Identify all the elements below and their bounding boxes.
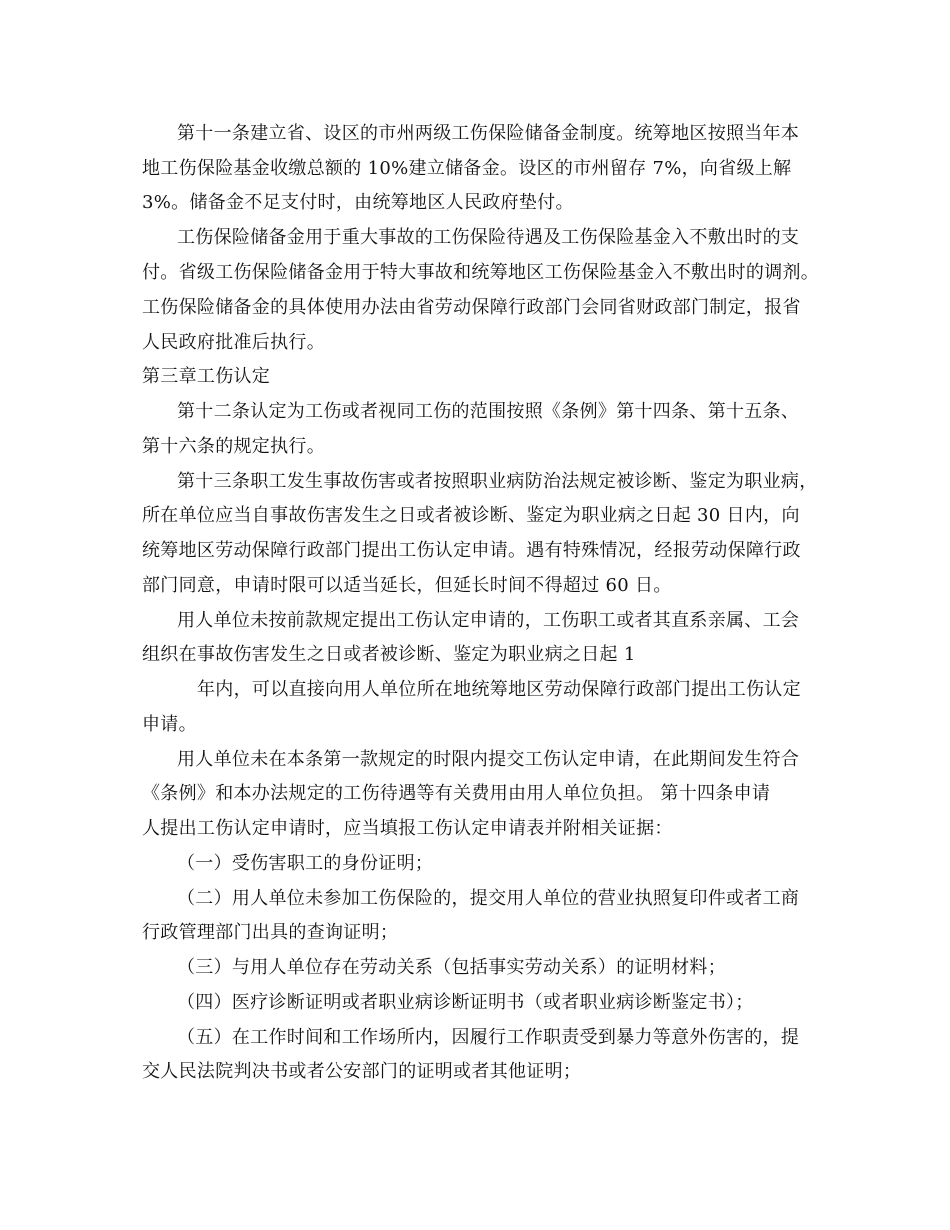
text-line: 组织在事故伤害发生之日或者被诊断、鉴定为职业病之日起 1 [142,644,636,665]
list-item: （二）用人单位未参加工伤保险的，提交用人单位的营业执照复印件或者工商 [177,888,800,909]
text-line: 付。省级工伤保险储备金用于特大事故和统筹地区工伤保险基金入不敷出时的调剂。 [142,262,820,283]
text-line: 第十二条认定为工伤或者视同工伤的范围按照《条例》第十四条、第十五条、 [177,401,800,422]
text-line: 申请。 [142,714,197,735]
text-line: 统筹地区劳动保障行政部门提出工伤认定申请。遇有特殊情况，经报劳动保障行政 [142,540,801,561]
text-line: 用人单位未按前款规定提出工伤认定申请的，工伤职工或者其直系亲属、工会 [177,610,800,631]
text-line: 工伤保险储备金用于重大事故的工伤保险待遇及工伤保险基金入不敷出时的支 [177,227,800,248]
text-line: 用人单位未在本条第一款规定的时限内提交工伤认定申请，在此期间发生符合 [177,749,800,770]
list-item: （三）与用人单位存在劳动关系（包括事实劳动关系）的证明材料； [177,957,726,978]
text-line: 地工伤保险基金收缴总额的 10%建立储备金。设区的市州留存 7%，向省级上解 [142,158,792,179]
list-item: （五）在工作时间和工作场所内，因履行工作职责受到暴力等意外伤害的，提 [177,1027,800,1048]
text-line: 第十六条的规定执行。 [142,436,325,457]
text-line: 年内，可以直接向用人单位所在地统筹地区劳动保障行政部门提出工伤认定 [197,679,801,700]
text-line: 部门同意，申请时限可以适当延长，但延长时间不得超过 60 日。 [142,575,672,596]
text-line: 行政管理部门出具的查询证明； [142,922,399,943]
text-line: 所在单位应当自事故伤害发生之日或者被诊断、鉴定为职业病之日起 30 日内，向 [142,505,800,526]
text-line: 3%。储备金不足支付时，由统筹地区人民政府垫付。 [142,192,574,213]
list-item: （一）受伤害职工的身份证明； [177,853,434,874]
text-line: 人提出工伤认定申请时，应当填报工伤认定申请表并附相关证据： [142,818,673,839]
text-line: 人民政府批准后执行。 [142,332,325,353]
text-line: 《条例》和本办法规定的工伤待遇等有关费用由用人单位负担。 第十四条申请 [142,783,771,804]
text-line: 工伤保险储备金的具体使用办法由省劳动保障行政部门会同省财政部门制定，报省 [142,297,801,318]
list-item: （四）医疗诊断证明或者职业病诊断证明书（或者职业病诊断鉴定书）； [177,992,754,1013]
chapter-heading: 第三章工伤认定 [142,366,271,387]
text-line: 交人民法院判决书或者公安部门的证明或者其他证明； [142,1061,582,1082]
text-line: 第十三条职工发生事故伤害或者按照职业病防治法规定被诊断、鉴定为职业病， [177,471,818,492]
text-line: 第十一条建立省、设区的市州两级工伤保险储备金制度。统筹地区按照当年本 [177,123,800,144]
